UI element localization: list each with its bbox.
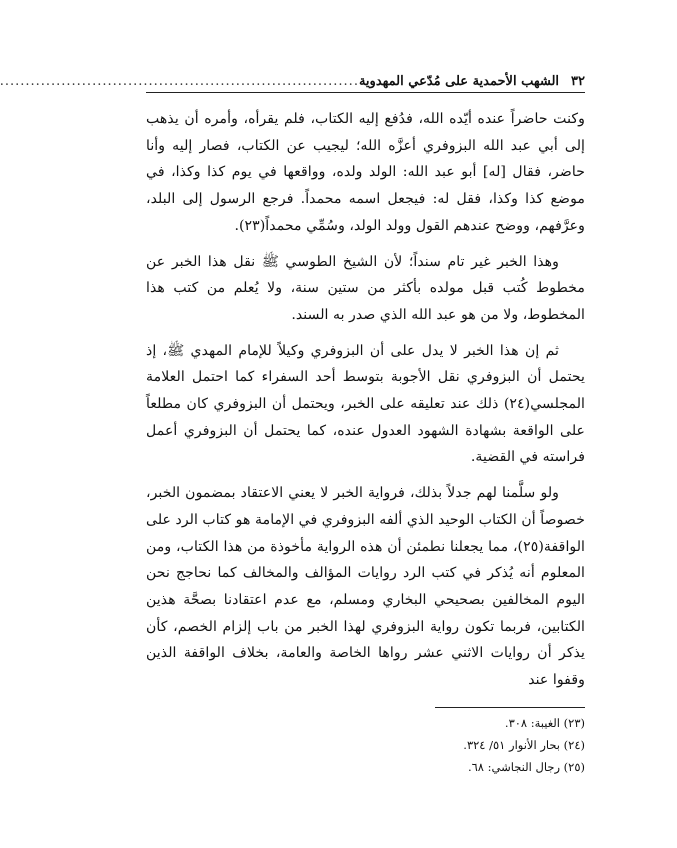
footnote-separator [435, 707, 585, 708]
footnote-24: (٢٤) بحار الأنوار ٥١/ ٣٢٤. [463, 738, 585, 752]
paragraph-1: وكنت حاضراً عنده أيّده الله، فدُفع إليه الكتاب، فلم يقرأه، وأمره أن يذهب إلى أبي عبد الله البزوفري أعزَّه الله؛ ليجيب عن الكتاب، فصار إليه وأنا حاضر، فقال [له] أبو عبد الله: الولد ولده، وواقعها في يوم كذا وكذا، في موضع كذا وكذا، فقل له: فيجعل اسمه محمداً. فرجع الرسول إلى البلد، وعرَّفهم، ووضح عندهم القول وولد الولد، وسُمِّي محمداً(٢٣). [146, 111, 585, 234]
paragraph-3: ثم إن هذا الخبر لا يدل على أن البزوفري وكيلاً للإمام المهدي ﷺ، إذ يحتمل أن البزوفري نقل الأجوبة بتوسط أحد السفراء كما احتمل العلامة المجلسي(٢٤) ذلك عند تعليقه على الخبر، ويحتمل أن البزوفري كان مطلعاً على الواقعة بشهادة الشهود العدول عنده، كما يحتمل أن البزوفري أعمل فراسته في القضية. [146, 342, 585, 466]
main-text [146, 106, 585, 703]
footnote-25: (٢٥) رجال النجاشي: ٦٨. [467, 760, 585, 774]
footnotes [146, 712, 585, 778]
page-header [0, 70, 585, 93]
running-title: الشهب الأحمدية على مُدّعي المهدوية [358, 74, 560, 89]
footnote-23: (٢٣) الغيبة: ٣٠٨. [504, 716, 585, 730]
page-number: ٣٢ [571, 74, 585, 89]
paragraph-4: ولو سلَّمنا لهم جدلاً بذلك، فرواية الخبر لا يعني الاعتقاد بمضمون الخبر، خصوصاً أن الكتاب الوحيد الذي ألفه البزوفري في الإمامة هو كتاب الرد على الواقفة(٢٥)، مما يجعلنا نطمئن أن هذه الرواية مأخوذة من هذا الكتاب، ومن المعلوم أنه يُذكر في كتب الرد روايات المؤالف والمخالف كما نحاجج نحن اليوم المخالفين بصحيحي البخاري ومسلم، مع عدم اعتقادنا بصحَّة هذين الكتابين، فربما تكون رواية البزوفري لهذا الخبر من باب إلزام الخصم، كأن يذكر أن روايات الاثني عشر رواها الخاصة والعامة، بخلاف الواقفة الذين وقفوا عند [146, 485, 585, 689]
paragraph-2: وهذا الخبر غير تام سنداً؛ لأن الشيخ الطوسي ﷺ نقل هذا الخبر عن مخطوط كُتب قبل مولده بأكثر من ستين سنة، ولا يُعلم من كتب هذا المخطوط، ولا من هو عبد الله الذي صدر به السند. [146, 253, 585, 323]
header-leader-dots: ...................................................................... [0, 74, 359, 89]
